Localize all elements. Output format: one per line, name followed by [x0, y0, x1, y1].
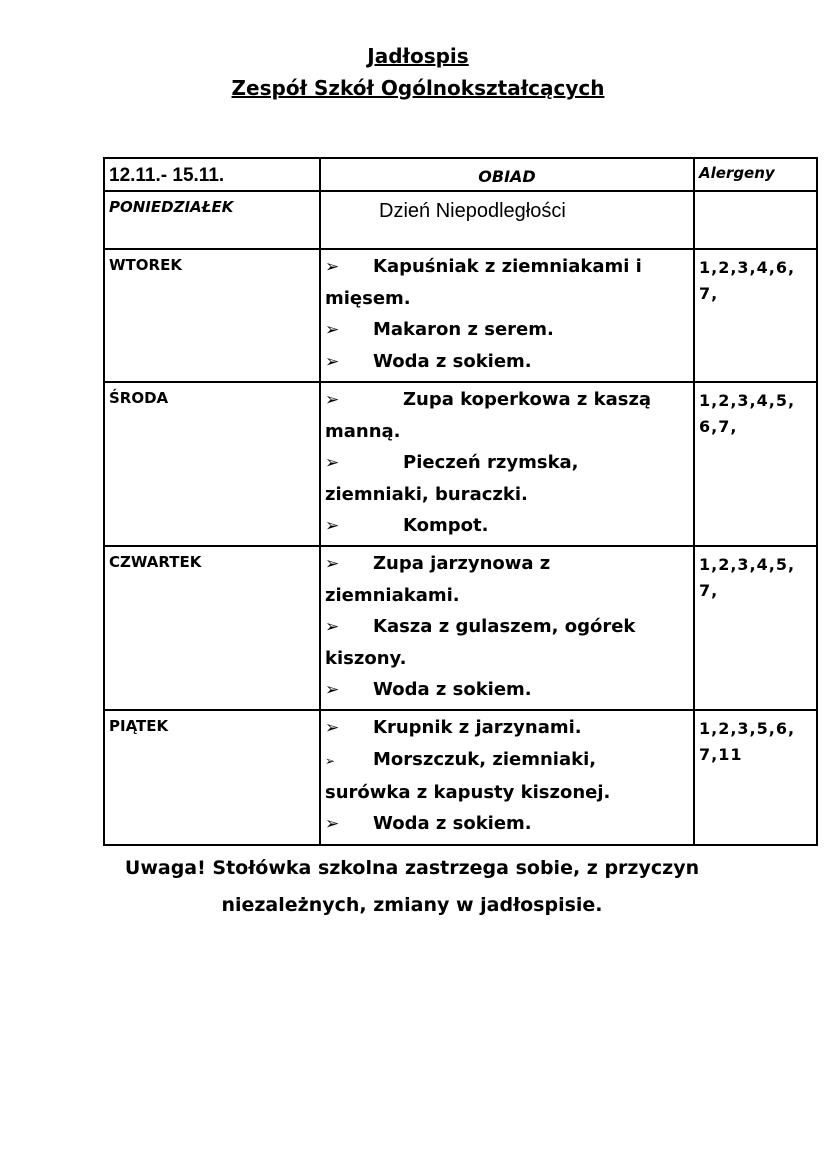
- day-label: PONIEDZIAŁEK: [104, 191, 320, 249]
- meal-item: ➢ Kompot.: [325, 510, 683, 542]
- allergens-cell: 1,2,3,4,5, 7,: [694, 546, 817, 710]
- note-line-1: Uwaga! Stołówka szkolna zastrzega sobie, z przyczyn: [124, 857, 700, 879]
- meal-list: [320, 249, 694, 382]
- meal-item: ➢ Pieczeń rzymska, ziemniaki, buraczki.: [325, 447, 683, 510]
- meal-item: ➢ Kapuśniak z ziemniakami i mięsem.: [325, 251, 683, 314]
- note-line-2: niezależnych, zmiany w jadłospisie.: [221, 894, 603, 916]
- arrow-bullet-icon: ➢: [325, 754, 336, 768]
- cafeteria-note: [0, 850, 826, 924]
- day-label: CZWARTEK: [104, 546, 320, 710]
- table-header-row: [104, 158, 817, 191]
- day-label: WTOREK: [104, 249, 320, 382]
- meal-list: [320, 546, 694, 710]
- day-label: PIĄTEK: [104, 710, 320, 845]
- arrow-bullet-icon: ➢: [325, 554, 340, 574]
- school-name: Zespół Szkół Ogólnokształcących: [231, 76, 605, 100]
- arrow-bullet-icon: ➢: [325, 257, 340, 277]
- arrow-bullet-icon: ➢: [325, 814, 340, 834]
- table-row-monday: [104, 191, 817, 249]
- day-label: ŚRODA: [104, 382, 320, 546]
- meal-item: ➢ Woda z sokiem.: [325, 674, 683, 706]
- meal-item: ➢ Zupa koperkowa z kaszą manną.: [325, 384, 683, 447]
- meal-item: ➢ Woda z sokiem.: [325, 346, 683, 378]
- column-header-obiad: OBIAD: [320, 158, 694, 191]
- holiday-label: Dzień Niepodległości: [320, 191, 694, 249]
- table-row-thursday: [104, 546, 817, 710]
- table-row-wednesday: [104, 382, 817, 546]
- arrow-bullet-icon: ➢: [325, 320, 340, 340]
- meal-item: ➢ Kasza z gulaszem, ogórek kiszony.: [325, 611, 683, 674]
- arrow-bullet-icon: ➢: [325, 718, 340, 738]
- allergens-cell: [694, 191, 817, 249]
- allergens-cell: 1,2,3,4,5, 6,7,: [694, 382, 817, 546]
- arrow-bullet-icon: ➢: [325, 390, 340, 410]
- meal-list: [320, 382, 694, 546]
- arrow-bullet-icon: ➢: [325, 453, 340, 473]
- meal-item: ➢ Zupa jarzynowa z ziemniakami.: [325, 548, 683, 611]
- allergens-cell: 1,2,3,4,6, 7,: [694, 249, 817, 382]
- meal-item: ➢ Makaron z serem.: [325, 314, 683, 346]
- date-range: 12.11.- 15.11.: [104, 158, 320, 191]
- arrow-bullet-icon: ➢: [325, 680, 340, 700]
- arrow-bullet-icon: ➢: [325, 617, 340, 637]
- column-header-allergens: Alergeny: [694, 158, 817, 191]
- meal-item: ➢ Morszczuk, ziemniaki, surówka z kapusty kiszonej.: [325, 744, 683, 808]
- page-title: Jadłospis: [367, 44, 469, 68]
- meal-item: ➢ Krupnik z jarzynami.: [325, 712, 683, 744]
- table-row-tuesday: [104, 249, 817, 382]
- table-row-friday: [104, 710, 817, 845]
- meal-list: [320, 710, 694, 845]
- arrow-bullet-icon: ➢: [325, 516, 340, 536]
- meal-item: ➢ Woda z sokiem.: [325, 808, 683, 840]
- menu-table: [103, 157, 818, 846]
- allergens-cell: 1,2,3,5,6, 7,11: [694, 710, 817, 845]
- arrow-bullet-icon: ➢: [325, 352, 340, 372]
